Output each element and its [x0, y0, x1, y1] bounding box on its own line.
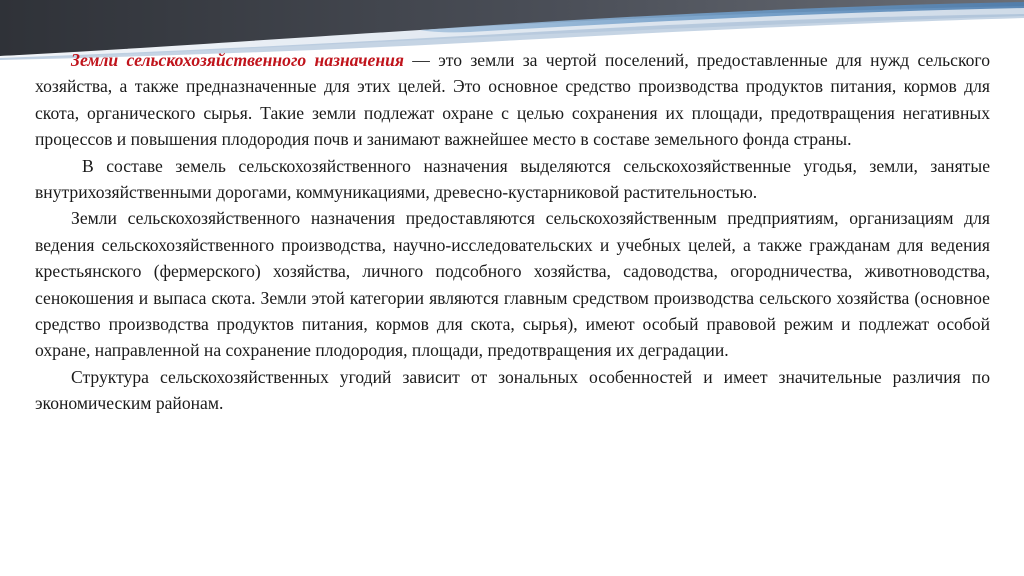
- defined-term: Земли сельскохозяйственного назначения: [71, 50, 404, 70]
- paragraph-provision: Земли сельскохозяйственного назначения предоставляются сельскохозяйственным предприятиям, организациям для ведения сельскохозяйственного производства, научно-исследовательских и учебных целей, а также гражданам для ведения крестьянского (фермерского) хозяйства, личного подсобного хозяйства, садоводства, огородничества, животноводства, сенокошения и выпаса скота. Земли этой категории являются главным средством производства сельского хозяйства (основное средство производства продуктов питания, кормов для скота, сырья), имеют особый правовой режим и подлежат особой охране, направленной на сохранение плодородия, площади, предотвращения их деградации.: [35, 208, 990, 361]
- paragraph-structure: Структура сельскохозяйственных угодий зависит от зональных особенностей и имеет значительные различия по экономическим районам.: [35, 366, 990, 414]
- paragraph-definition: [35, 47, 990, 153]
- definition-text: — это земли за чертой поселений, предоставленные для нужд сельского хозяйства, а также предназначенные для этих целей. Это основное средство производства продуктов питания, кормов для скота, органического сырья. Такие земли подлежат охране с целью сохранения их площади, предотвращения негативных процессов и повышения плодородия почв и занимают важнейшее место в составе земельного фонда страны.: [35, 50, 990, 150]
- paragraph-composition: В составе земель сельскохозяйственного назначения выделяются сельскохозяйственные угодья, земли, занятые внутрихозяйственными дорогами, коммуникациями, древесно-кустарниковой растительностью.: [35, 155, 990, 203]
- slide-body: [35, 47, 990, 417]
